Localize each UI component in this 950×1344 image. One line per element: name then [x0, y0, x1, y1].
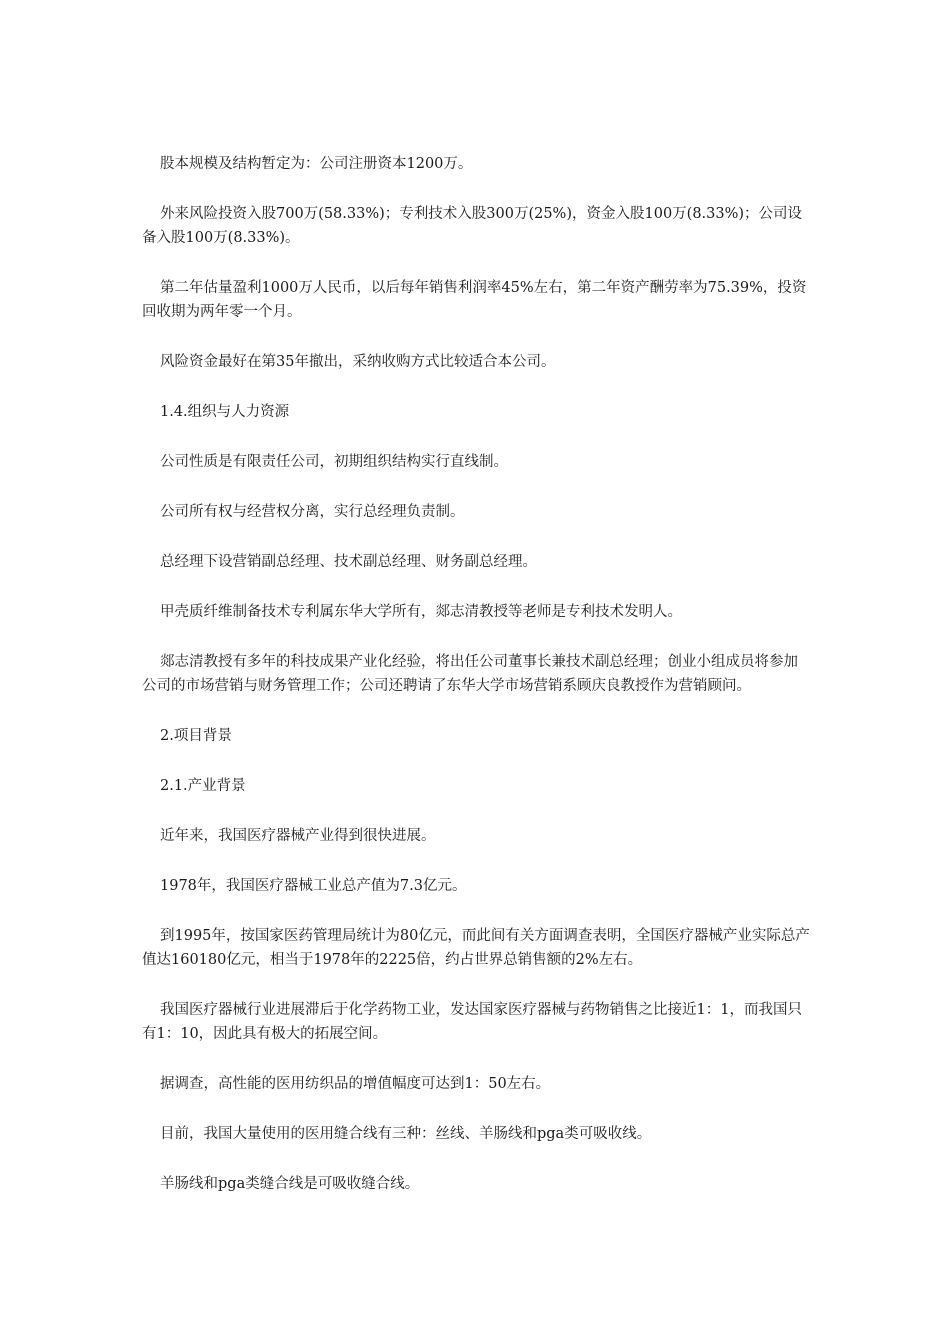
paragraph-industry-lag: 我国医疗器械行业进展滞后于化学药物工业，发达国家医疗器械与药物销售之比接近1：1，而我国只有1：10，因此具有极大的拓展空间。 [142, 1002, 802, 1042]
paragraph-industry-growth: 近年来，我国医疗器械产业得到很快进展。 [160, 828, 436, 844]
paragraph-patent: 甲壳质纤维制备技术专利属东华大学所有，郯志清教授等老师是专利技术发明人。 [160, 604, 682, 620]
paragraph-ownership: 公司所有权与经营权分离，实行总经理负责制。 [160, 504, 465, 520]
paragraph-team: 郯志清教授有多年的科技成果产业化经验，将出任公司董事长兼技术副总经理；创业小组成员将参加公司的市场营销与财务管理工作；公司还聘请了东华大学市场营销系顾庆良教授作为营销顾问。 [142, 654, 798, 694]
paragraph-profit-estimate: 第二年估量盈利1000万人民币，以后每年销售利润率45%左右，第二年资产酬劳率为75.39%，投资回收期为两年零一个月。 [142, 280, 807, 320]
paragraph-value-added: 据调查，高性能的医用纺织品的增值幅度可达到1：50左右。 [160, 1076, 551, 1092]
paragraph-share-structure: 外来风险投资入股700万(58.33%)；专利技术入股300万(25%)，资金入股100万(8.33%)；公司设备入股100万(8.33%)。 [142, 206, 803, 246]
paragraph-company-nature: 公司性质是有限责任公司，初期组织结构实行直线制。 [160, 454, 508, 470]
section-heading-organization: 1.4.组织与人力资源 [160, 404, 290, 420]
paragraph-absorbable-sutures: 羊肠线和pga类缝合线是可吸收缝合线。 [160, 1176, 420, 1192]
paragraph-1978-output: 1978年，我国医疗器械工业总产值为7.3亿元。 [160, 878, 467, 894]
document-body [142, 152, 810, 1222]
paragraph-risk-capital-exit: 风险资金最好在第35年撤出，采纳收购方式比较适合本公司。 [160, 354, 556, 370]
section-heading-industry-background: 2.1.产业背景 [160, 778, 246, 794]
paragraph-sutures: 目前，我国大量使用的医用缝合线有三种：丝线、羊肠线和pga类可吸收线。 [160, 1126, 652, 1142]
section-heading-project-background: 2.项目背景 [160, 728, 232, 744]
paragraph-share-capital: 股本规模及结构暂定为：公司注册资本1200万。 [160, 156, 473, 172]
paragraph-general-manager: 总经理下设营销副总经理、技术副总经理、财务副总经理。 [160, 554, 537, 570]
paragraph-1995-output: 到1995年，按国家医药管理局统计为80亿元，而此间有关方面调查表明，全国医疗器械产业实际总产值达160180亿元，相当于1978年的2225倍，约占世界总销售额的2%左右。 [142, 928, 810, 968]
